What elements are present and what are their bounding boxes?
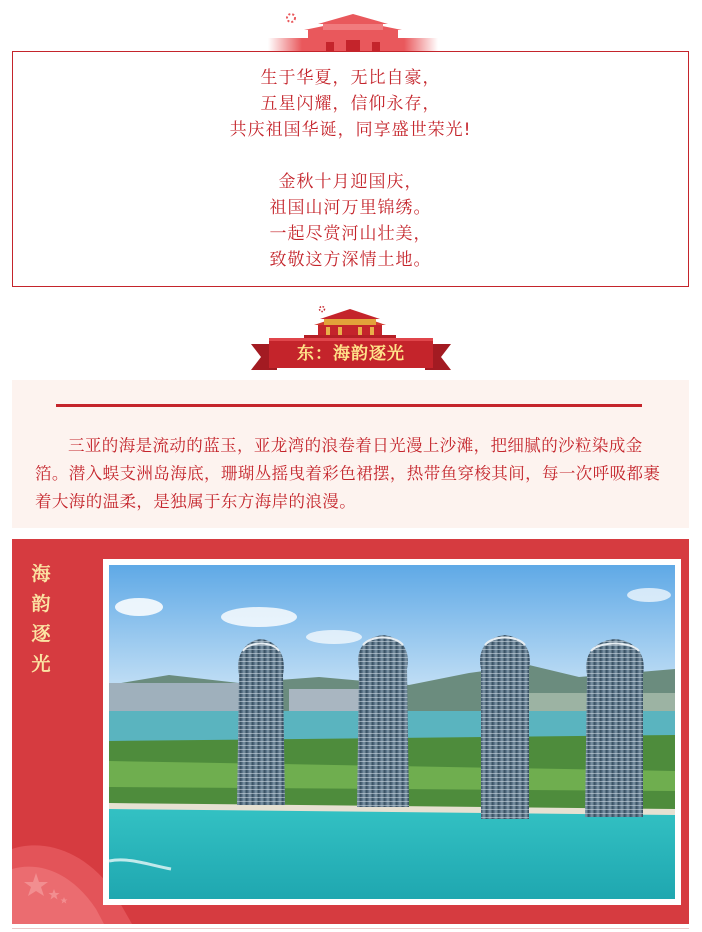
poem-box — [12, 51, 689, 287]
poem-line: 生于华夏，无比自豪， — [260, 68, 441, 88]
poem-line: 共庆祖国华诞，同享盛世荣光! — [229, 120, 472, 140]
tiananmen-gate-icon — [268, 0, 438, 52]
sanya-phoenix-island-photo — [109, 565, 675, 899]
vertical-title-char: 韵 — [31, 593, 51, 615]
poem-line: 一起尽赏河山壮美， — [269, 224, 432, 244]
vertical-title-char: 光 — [31, 653, 51, 675]
poem-line: 五星闪耀，信仰永存， — [260, 94, 441, 114]
divider — [12, 928, 689, 929]
poem-line: 祖国山河万里锦绣。 — [269, 198, 432, 218]
vertical-title — [28, 559, 54, 679]
poem-line: 致敬这方深情土地。 — [269, 250, 432, 270]
poem-line: 金秋十月迎国庆， — [278, 172, 423, 192]
section-paragraph: 三亚的海是流动的蓝玉，亚龙湾的浪卷着日光漫上沙滩，把细腻的沙粒染成金箔。潜入蜈支洲岛海底，珊瑚丛摇曳着彩色裙摆，热带鱼穿梭其间，每一次呼吸都裹着大海的温柔，是独属于东方海岸的浪漫。 — [35, 436, 661, 511]
vertical-title-char: 逐 — [31, 623, 51, 645]
photo-panel — [12, 539, 689, 924]
photo-frame — [103, 559, 681, 905]
section-text-card — [12, 380, 689, 528]
divider — [56, 404, 642, 407]
vertical-title-char: 海 — [31, 563, 51, 585]
section-title: 东：海韵逐光 — [297, 344, 405, 364]
